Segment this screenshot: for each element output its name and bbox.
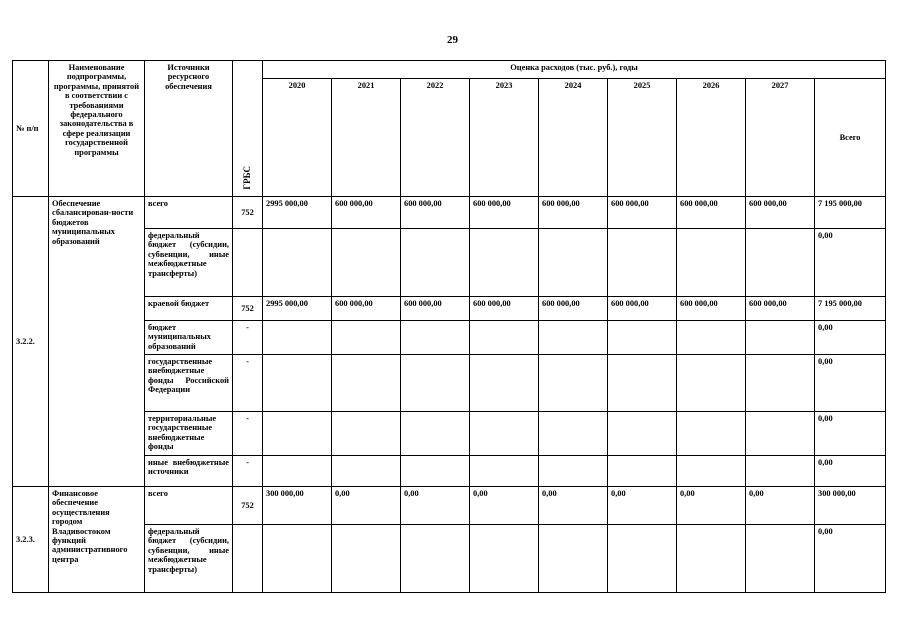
funding-source: бюджет муниципальных образований	[145, 321, 233, 355]
row-number: 3.2.2.	[13, 197, 49, 487]
value-2023	[470, 229, 539, 297]
program-name: Финансовое обеспечение осуществления городом Владивостоком функций административного центра	[49, 487, 145, 593]
grbs-code: 752	[233, 487, 263, 525]
value-2027: 600 000,00	[746, 197, 815, 229]
value-2020	[263, 412, 332, 456]
value-2026	[677, 412, 746, 456]
funding-source: всего	[145, 197, 233, 229]
value-2020	[263, 229, 332, 297]
header-source: Источники ресурсного обеспечения	[145, 61, 233, 197]
value-2027: 600 000,00	[746, 297, 815, 321]
table-header	[13, 61, 886, 197]
value-2026: 600 000,00	[677, 297, 746, 321]
value-2027	[746, 525, 815, 593]
value-2021	[332, 321, 401, 355]
grbs-code: 752	[233, 297, 263, 321]
value-2022	[401, 412, 470, 456]
page-number: 29	[447, 34, 458, 46]
header-name: Наименование подпрограммы, программы, принятой в соответствии с требованиями федерального законодательства в сфере реализации государственной программы	[49, 61, 145, 197]
value-2022: 600 000,00	[401, 197, 470, 229]
value-2022: 600 000,00	[401, 297, 470, 321]
value-2020	[263, 355, 332, 412]
value-2027	[746, 229, 815, 297]
value-total: 0,00	[815, 456, 886, 487]
value-2021: 0,00	[332, 487, 401, 525]
header-year-2021: 2021	[332, 79, 401, 197]
header-num: № п/п	[13, 61, 49, 197]
grbs-code	[233, 525, 263, 593]
budget-table	[12, 60, 886, 593]
value-2025	[608, 525, 677, 593]
value-2024	[539, 321, 608, 355]
grbs-code: -	[233, 355, 263, 412]
value-2026	[677, 525, 746, 593]
value-2025: 600 000,00	[608, 197, 677, 229]
value-2025: 600 000,00	[608, 297, 677, 321]
value-2020	[263, 525, 332, 593]
funding-source: иные внебюджетные источники	[145, 456, 233, 487]
value-2027	[746, 321, 815, 355]
program-name: Обеспечение сбалансирован-ности бюджетов муниципальных образований	[49, 197, 145, 487]
value-2022: 0,00	[401, 487, 470, 525]
value-2023	[470, 456, 539, 487]
value-2021	[332, 412, 401, 456]
value-2021: 600 000,00	[332, 297, 401, 321]
header-estimate: Оценка расходов (тыс. руб.), годы	[263, 61, 886, 79]
value-2024	[539, 525, 608, 593]
value-2025	[608, 355, 677, 412]
value-2024	[539, 229, 608, 297]
value-2023: 0,00	[470, 487, 539, 525]
value-total: 7 195 000,00	[815, 297, 886, 321]
value-2021	[332, 229, 401, 297]
value-2023	[470, 321, 539, 355]
value-total: 300 000,00	[815, 487, 886, 525]
header-year-2020: 2020	[263, 79, 332, 197]
funding-source: государственные внебюджетные фонды Российской Федерации	[145, 355, 233, 412]
value-2026	[677, 229, 746, 297]
header-year-2023: 2023	[470, 79, 539, 197]
value-2024	[539, 412, 608, 456]
header-year-2027: 2027	[746, 79, 815, 197]
value-2020: 2995 000,00	[263, 197, 332, 229]
header-grbs-label: ГРБС	[242, 165, 253, 190]
value-2027: 0,00	[746, 487, 815, 525]
value-total: 0,00	[815, 525, 886, 593]
value-2021	[332, 525, 401, 593]
grbs-code: -	[233, 412, 263, 456]
value-2023: 600 000,00	[470, 197, 539, 229]
grbs-code: -	[233, 321, 263, 355]
grbs-code: -	[233, 456, 263, 487]
value-2022	[401, 229, 470, 297]
header-year-2025: 2025	[608, 79, 677, 197]
value-total: 0,00	[815, 229, 886, 297]
value-2025	[608, 321, 677, 355]
header-year-2022: 2022	[401, 79, 470, 197]
value-2024: 600 000,00	[539, 297, 608, 321]
value-total: 7 195 000,00	[815, 197, 886, 229]
value-2024: 600 000,00	[539, 197, 608, 229]
header-total: Всего	[815, 79, 886, 197]
value-2023	[470, 525, 539, 593]
value-2024	[539, 355, 608, 412]
value-2023	[470, 412, 539, 456]
value-2020	[263, 456, 332, 487]
grbs-code	[233, 229, 263, 297]
value-2021: 600 000,00	[332, 197, 401, 229]
value-2026	[677, 321, 746, 355]
value-2026	[677, 355, 746, 412]
value-2020: 300 000,00	[263, 487, 332, 525]
value-2023: 600 000,00	[470, 297, 539, 321]
value-2026	[677, 456, 746, 487]
value-2025	[608, 229, 677, 297]
value-2025	[608, 412, 677, 456]
grbs-code: 752	[233, 197, 263, 229]
value-2024: 0,00	[539, 487, 608, 525]
funding-source: территориальные государственные внебюджетные фонды	[145, 412, 233, 456]
value-total: 0,00	[815, 321, 886, 355]
value-2025: 0,00	[608, 487, 677, 525]
header-grbs	[233, 61, 263, 197]
header-year-2026: 2026	[677, 79, 746, 197]
value-2025	[608, 456, 677, 487]
funding-source: краевой бюджет	[145, 297, 233, 321]
funding-source: всего	[145, 487, 233, 525]
value-2022	[401, 525, 470, 593]
value-2027	[746, 456, 815, 487]
value-2022	[401, 355, 470, 412]
value-total: 0,00	[815, 355, 886, 412]
table-row	[13, 487, 886, 525]
funding-source: федеральный бюджет (субсидии, субвенции, иные межбюджетные трансферты)	[145, 525, 233, 593]
funding-source: федеральный бюджет (субсидии, субвенции, иные межбюджетные трансферты)	[145, 229, 233, 297]
value-2027	[746, 355, 815, 412]
row-number: 3.2.3.	[13, 487, 49, 593]
value-2021	[332, 456, 401, 487]
value-2022	[401, 456, 470, 487]
value-2023	[470, 355, 539, 412]
value-2026: 600 000,00	[677, 197, 746, 229]
value-2026: 0,00	[677, 487, 746, 525]
value-2021	[332, 355, 401, 412]
value-total: 0,00	[815, 412, 886, 456]
value-2024	[539, 456, 608, 487]
table-row	[13, 197, 886, 229]
value-2020	[263, 321, 332, 355]
value-2027	[746, 412, 815, 456]
table-body	[13, 197, 886, 593]
value-2020: 2995 000,00	[263, 297, 332, 321]
header-year-2024: 2024	[539, 79, 608, 197]
value-2022	[401, 321, 470, 355]
